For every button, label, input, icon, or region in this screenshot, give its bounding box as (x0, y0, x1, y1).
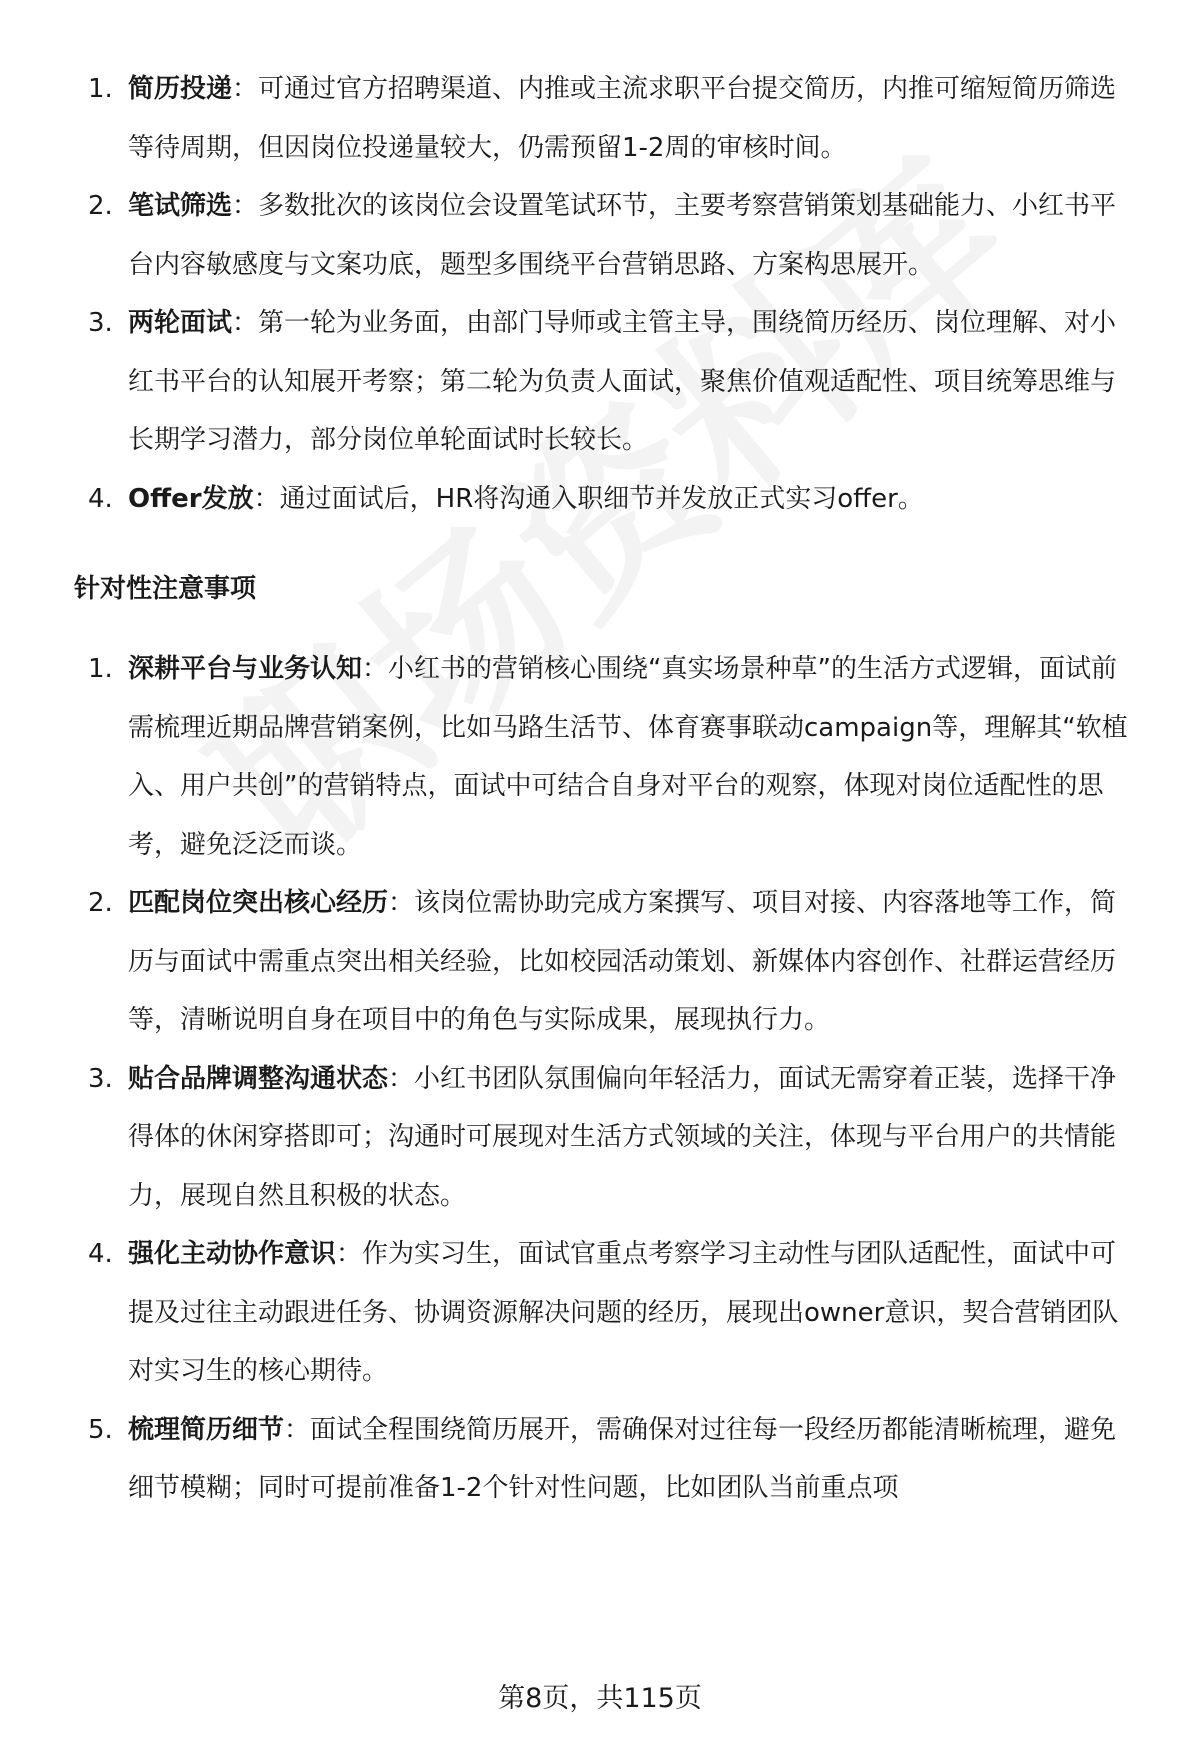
item-number: 3. (88, 308, 113, 338)
item-separator: ： (232, 308, 259, 338)
item-body: 通过面试后，HR将沟通入职细节并发放正式实习offer。 (279, 483, 924, 514)
item-body: 第一轮为业务面，由部门导师或主管主导，围绕简历经历、岗位理解、对小红书平台的认知展开考察；第二轮为负责人面试，聚焦价值观适配性、项目统筹思维与长期学习潜力，部分岗位单轮面试时长较长。 (128, 308, 1117, 455)
item-body: 可通过官方招聘渠道、内推或主流求职平台提交简历，内推可缩短简历筛选等待周期，但因岗位投递量较大，仍需预留1-2周的审核时间。 (128, 74, 1117, 163)
item-separator: ： (232, 74, 259, 104)
section-heading: 针对性注意事项 (74, 574, 257, 604)
item-body: 面试全程围绕简历展开，需确保对过往每一段经历都能清晰梳理，避免细节模糊；同时可提前准备1-2个针对性问题，比如团队当前重点项 (128, 1414, 1117, 1503)
item-title: Offer发放 (128, 483, 254, 514)
list-item (0, 1225, 1200, 1401)
list-item (0, 1401, 1200, 1518)
item-separator: ： (388, 1063, 415, 1094)
list-item (0, 874, 1200, 1050)
process-list (0, 60, 1200, 528)
item-body: 小红书的营销核心围绕“真实场景种草”的生活方式逻辑，面试前需梳理近期品牌营销案例，比如马路生活节、体育赛事联动campaign等，理解其“软植入、用户共创”的营销特点，面试中可结合自身对平台的观察，体现对岗位适配性的思考，避免泛泛而谈。 (128, 654, 1128, 860)
item-title: 强化主动协作意识 (128, 1239, 337, 1269)
list-item (0, 177, 1200, 294)
item-separator: ： (232, 191, 259, 221)
item-number: 2. (88, 191, 113, 221)
item-separator: ： (362, 654, 389, 684)
item-number: 1. (88, 74, 113, 104)
item-title: 梳理简历细节 (128, 1414, 285, 1445)
list-item (0, 640, 1200, 874)
tips-list (0, 640, 1200, 1518)
item-separator: ： (253, 483, 280, 514)
item-number: 5. (88, 1414, 113, 1445)
item-separator: ： (388, 888, 415, 918)
item-separator: ： (336, 1239, 363, 1269)
item-title: 两轮面试 (128, 308, 233, 338)
item-body: 小红书团队氛围偏向年轻活力，面试无需穿着正装，选择干净得体的休闲穿搭即可；沟通时可展现对生活方式领域的关注，体现与平台用户的共情能力，展现自然且积极的状态。 (128, 1063, 1117, 1211)
item-title: 笔试筛选 (128, 191, 233, 221)
item-body: 作为实习生，面试官重点考察学习主动性与团队适配性，面试中可提及过往主动跟进任务、协调资源解决问题的经历，展现出owner意识，契合营销团队对实习生的核心期待。 (128, 1239, 1119, 1386)
list-item (0, 60, 1200, 177)
item-separator: ： (284, 1414, 311, 1445)
page-footer: 第8页，共115页 (498, 1683, 702, 1714)
item-body: 该岗位需协助完成方案撰写、项目对接、内容落地等工作，简历与面试中需重点突出相关经验，比如校园活动策划、新媒体内容创作、社群运营经历等，清晰说明自身在项目中的角色与实际成果，展现执行力。 (128, 888, 1117, 1035)
item-number: 3. (88, 1063, 113, 1094)
item-body: 多数批次的该岗位会设置笔试环节，主要考察营销策划基础能力、小红书平台内容敏感度与文案功底，题型多围绕平台营销思路、方案构思展开。 (128, 191, 1117, 280)
item-title: 深耕平台与业务认知 (128, 654, 363, 684)
item-number: 2. (88, 888, 113, 918)
list-item (0, 470, 1200, 529)
list-item (0, 294, 1200, 470)
item-number: 1. (88, 654, 113, 684)
list-item (0, 1050, 1200, 1226)
item-title: 简历投递 (128, 74, 233, 104)
item-number: 4. (88, 483, 113, 514)
item-title: 匹配岗位突出核心经历 (128, 888, 389, 918)
item-title: 贴合品牌调整沟通状态 (128, 1063, 389, 1094)
item-number: 4. (88, 1239, 113, 1269)
